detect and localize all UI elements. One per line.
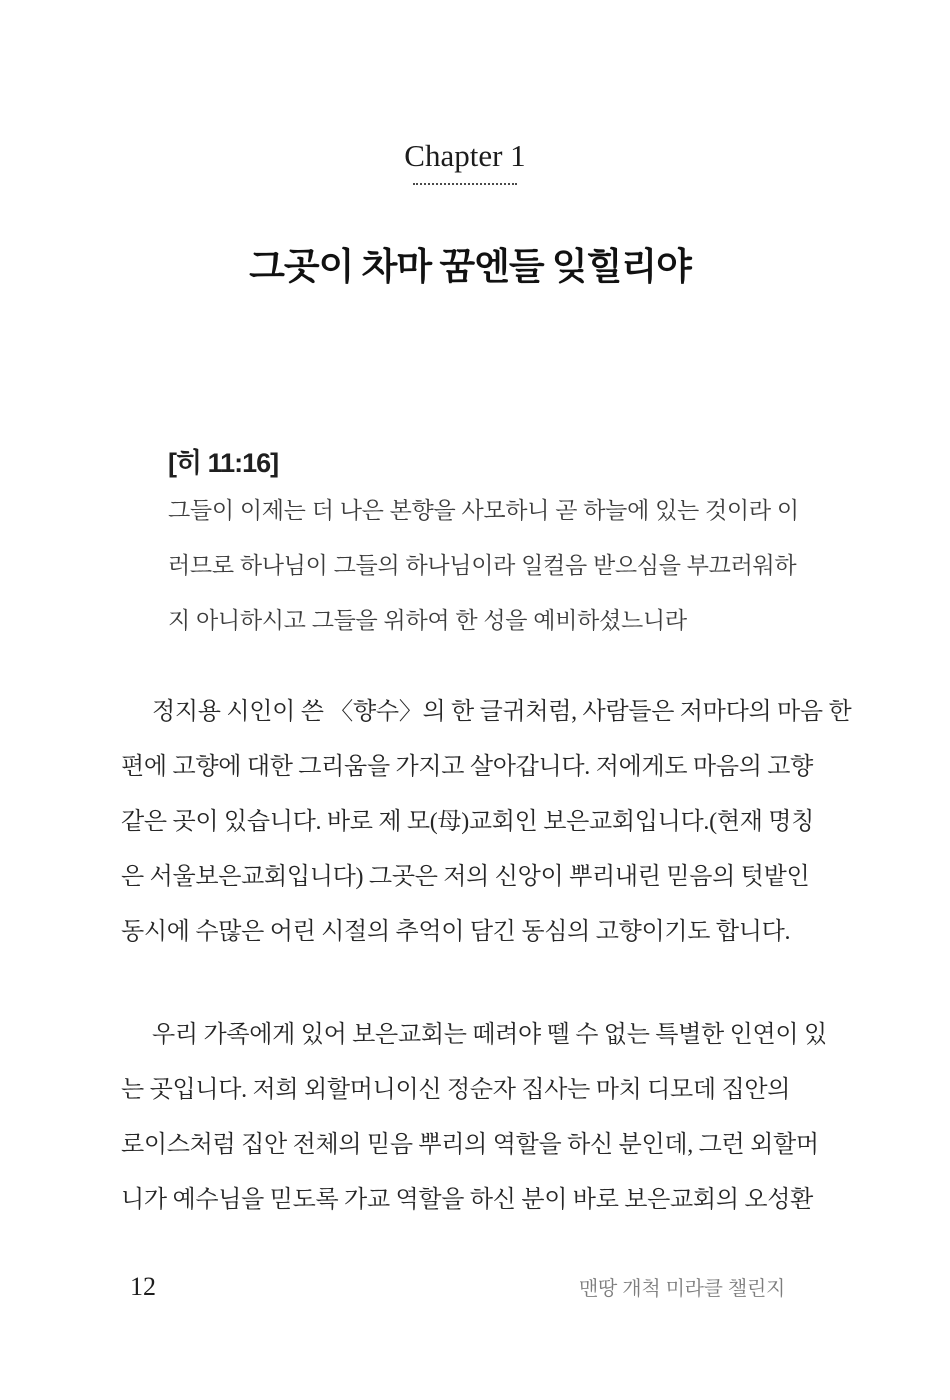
body-text — [121, 685, 852, 1228]
verse-line: 러므로 하나님이 그들의 하나님이라 일컬음 받으심을 부끄러워하 — [168, 552, 797, 578]
paragraph — [121, 1008, 827, 1228]
body-line: 로이스처럼 집안 전체의 믿음 뿌리의 역할을 하신 분인데, 그런 외할머 — [121, 1132, 819, 1158]
chapter-label: Chapter 1 — [404, 138, 526, 173]
body-line: 정지용 시인이 쓴 〈향수〉의 한 글귀처럼, 사람들은 저마다의 마음 한 — [152, 699, 852, 725]
running-title: 맨땅 개척 미라클 챌린지 — [579, 1278, 785, 1300]
verse-line: 그들이 이제는 더 나은 본향을 사모하니 곧 하늘에 있는 것이라 이 — [168, 497, 799, 523]
page-number: 12 — [130, 1272, 156, 1301]
body-line: 편에 고향에 대한 그리움을 가지고 살아갑니다. 저에게도 마음의 고향 — [121, 754, 814, 780]
verse-reference: [히 11:16] — [168, 448, 279, 478]
body-line: 동시에 수많은 어린 시절의 추억이 담긴 동심의 고향이기도 합니다. — [121, 919, 791, 945]
body-line: 같은 곳이 있습니다. 바로 제 모(母)교회인 보은교회입니다.(현재 명칭 — [121, 809, 815, 835]
chapter-title: 그곳이 차마 꿈엔들 잊힐리야 — [249, 247, 691, 288]
body-line: 우리 가족에게 있어 보은교회는 떼려야 뗄 수 없는 특별한 인연이 있 — [152, 1022, 827, 1048]
body-line: 은 서울보은교회입니다) 그곳은 저의 신앙이 뿌리내린 믿음의 텃밭인 — [121, 864, 810, 890]
page-footer — [130, 1272, 785, 1302]
scripture-block — [168, 443, 830, 648]
body-line: 니가 예수님을 믿도록 가교 역할을 하신 분이 바로 보은교회의 오성환 — [121, 1187, 814, 1213]
dotted-divider — [413, 183, 517, 185]
verse-line: 지 아니하시고 그들을 위하여 한 성을 예비하셨느니라 — [168, 607, 687, 633]
body-line: 는 곳입니다. 저희 외할머니이신 정순자 집사는 마치 디모데 집안의 — [121, 1077, 791, 1103]
paragraph — [121, 685, 852, 960]
